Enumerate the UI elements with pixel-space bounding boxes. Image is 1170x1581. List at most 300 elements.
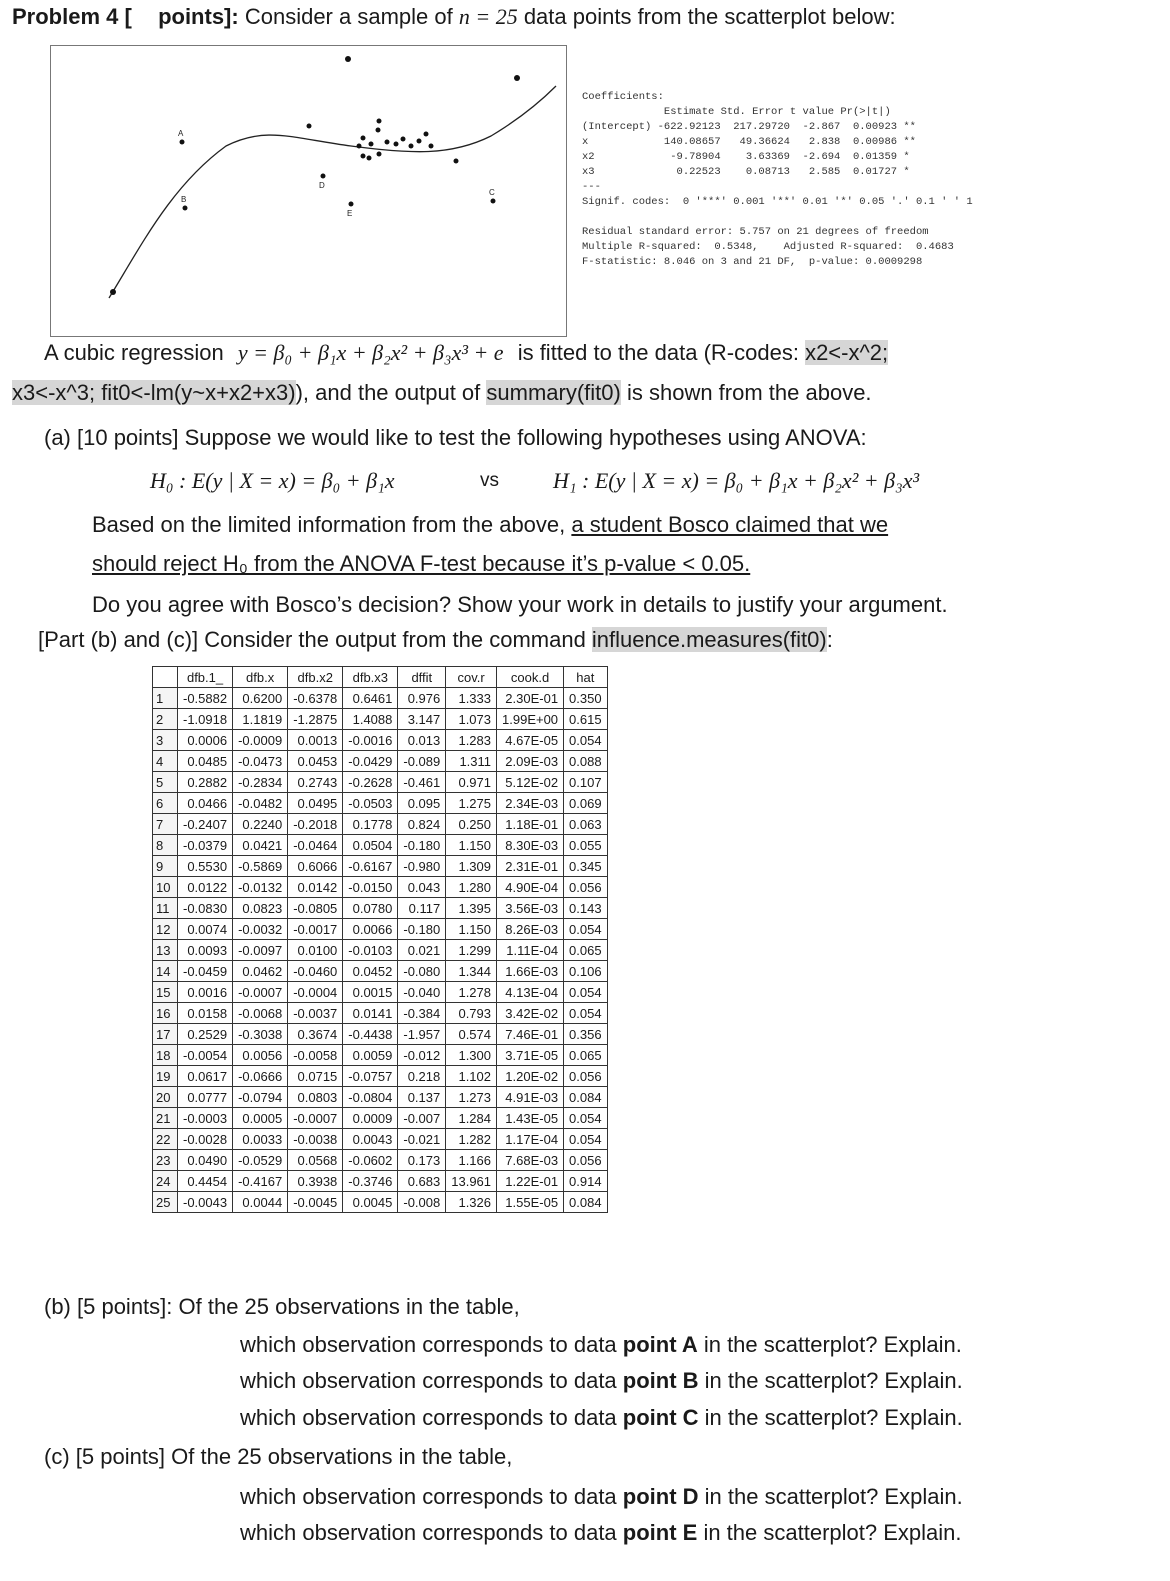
table-cell: -0.3746 xyxy=(343,1171,398,1192)
coef-title: Coefficients: xyxy=(582,91,664,103)
question-point-e xyxy=(240,1520,961,1546)
table-row xyxy=(153,1045,608,1066)
q-post: in the scatterplot? Explain. xyxy=(698,1484,963,1509)
table-cell: 1.395 xyxy=(446,898,497,919)
table-cell: 1.18E-01 xyxy=(497,814,564,835)
table-cell: 4.91E-03 xyxy=(497,1087,564,1108)
table-cell: -0.0038 xyxy=(288,1129,343,1150)
question-point-a xyxy=(240,1332,962,1358)
table-cell: 1.11E-04 xyxy=(497,940,564,961)
table-row xyxy=(153,961,608,982)
table-row xyxy=(153,1171,608,1192)
table-cell: 2.34E-03 xyxy=(497,793,564,814)
table-cell: -0.0473 xyxy=(233,751,288,772)
intro-post: data points from the scatterplot below: xyxy=(517,4,896,29)
row-number: 22 xyxy=(153,1129,178,1150)
table-cell: 0.976 xyxy=(398,688,446,709)
table-cell: 0.054 xyxy=(564,730,608,751)
table-cell: -0.0032 xyxy=(233,919,288,940)
table-cell: 0.345 xyxy=(564,856,608,877)
table-cell: 0.117 xyxy=(398,898,446,919)
table-cell: 0.069 xyxy=(564,793,608,814)
point-label-b: B xyxy=(181,195,187,204)
row-number: 17 xyxy=(153,1024,178,1045)
table-cell: 0.0122 xyxy=(178,877,233,898)
table-cell: 0.2529 xyxy=(178,1024,233,1045)
table-cell: 0.0617 xyxy=(178,1066,233,1087)
point-label-a: A xyxy=(178,129,184,138)
part-bc-code: influence.measures(fit0) xyxy=(591,627,827,652)
col-header: dfb.1_ xyxy=(178,667,233,688)
table-cell: 0.0009 xyxy=(343,1108,398,1129)
q-pre: which observation corresponds to data xyxy=(240,1332,623,1357)
table-cell: -0.0103 xyxy=(343,940,398,961)
row-number: 1 xyxy=(153,688,178,709)
table-cell: 1.99E+00 xyxy=(497,709,564,730)
data-point xyxy=(409,144,414,149)
q-pre: which observation corresponds to data xyxy=(240,1368,623,1393)
row-number: 5 xyxy=(153,772,178,793)
table-cell: 0.0005 xyxy=(233,1108,288,1129)
table-cell: 0.0033 xyxy=(233,1129,288,1150)
row-number: 8 xyxy=(153,835,178,856)
table-cell: 1.66E-03 xyxy=(497,961,564,982)
point-d-label: point D xyxy=(622,1484,699,1509)
table-cell: 0.0013 xyxy=(288,730,343,751)
row-number: 3 xyxy=(153,730,178,751)
table-cell: -0.384 xyxy=(398,1003,446,1024)
col-header: dfb.x xyxy=(233,667,288,688)
table-row xyxy=(153,751,608,772)
cubic-statement xyxy=(44,340,888,366)
data-point xyxy=(394,142,399,147)
part-bc-intro xyxy=(38,627,833,653)
table-cell: 1.333 xyxy=(446,688,497,709)
table-cell: -0.040 xyxy=(398,982,446,1003)
table-cell: -0.2018 xyxy=(288,814,343,835)
table-cell: -0.0097 xyxy=(233,940,288,961)
table-cell: 0.0015 xyxy=(343,982,398,1003)
table-cell: 0.0490 xyxy=(178,1150,233,1171)
table-cell: 0.0485 xyxy=(178,751,233,772)
col-header: hat xyxy=(564,667,608,688)
table-cell: -0.0805 xyxy=(288,898,343,919)
q-pre: which observation corresponds to data xyxy=(240,1484,623,1509)
table-row xyxy=(153,919,608,940)
data-point xyxy=(424,132,429,137)
table-cell: 0.054 xyxy=(564,919,608,940)
line2-post: is shown from the above. xyxy=(620,380,872,405)
row-number: 14 xyxy=(153,961,178,982)
table-cell: 0.056 xyxy=(564,1150,608,1171)
row-number: 4 xyxy=(153,751,178,772)
table-cell: 1.166 xyxy=(446,1150,497,1171)
data-point xyxy=(454,159,459,164)
part-bc-pre: [Part (b) and (c)] Consider the output from the command xyxy=(38,627,592,652)
table-cell: 1.43E-05 xyxy=(497,1108,564,1129)
table-body xyxy=(153,688,608,1213)
table-cell: 4.67E-05 xyxy=(497,730,564,751)
col-header: cook.d xyxy=(497,667,564,688)
table-cell: 0.065 xyxy=(564,1045,608,1066)
table-cell: 1.275 xyxy=(446,793,497,814)
table-cell: -0.0058 xyxy=(288,1045,343,1066)
table-cell: 5.12E-02 xyxy=(497,772,564,793)
table-cell: 0.137 xyxy=(398,1087,446,1108)
table-cell: 3.56E-03 xyxy=(497,898,564,919)
table-row xyxy=(153,709,608,730)
table-cell: 2.30E-01 xyxy=(497,688,564,709)
table-row xyxy=(153,688,608,709)
table-cell: 0.6461 xyxy=(343,688,398,709)
table-cell: -0.0482 xyxy=(233,793,288,814)
table-cell: 0.021 xyxy=(398,940,446,961)
table-cell: -0.0028 xyxy=(178,1129,233,1150)
line2-mid: ), and the output of xyxy=(295,380,487,405)
table-cell: 1.278 xyxy=(446,982,497,1003)
table-cell: 0.0142 xyxy=(288,877,343,898)
table-cell: 0.0777 xyxy=(178,1087,233,1108)
table-cell: 0.0059 xyxy=(343,1045,398,1066)
table-cell: 0.0006 xyxy=(178,730,233,751)
table-cell: -0.5869 xyxy=(233,856,288,877)
data-point xyxy=(377,152,382,157)
cubic-post: is fitted to the data (R-codes: xyxy=(517,340,806,365)
table-cell: 0.218 xyxy=(398,1066,446,1087)
data-point xyxy=(345,56,351,62)
residual-se: Residual standard error: 5.757 on 21 degrees of freedom xyxy=(582,226,929,238)
table-cell: 1.309 xyxy=(446,856,497,877)
table-cell: 1.282 xyxy=(446,1129,497,1150)
table-cell: 0.0074 xyxy=(178,919,233,940)
row-number: 25 xyxy=(153,1192,178,1213)
table-cell: -0.008 xyxy=(398,1192,446,1213)
claim-underlined-1: a student Bosco claimed that we xyxy=(571,512,889,537)
table-cell: 0.0056 xyxy=(233,1045,288,1066)
hypothesis-vs: vs xyxy=(480,470,499,491)
coef-row: (Intercept) -622.92123 217.29720 -2.867 0.00923 ** xyxy=(582,121,916,133)
table-cell: 1.4088 xyxy=(343,709,398,730)
table-cell: 0.055 xyxy=(564,835,608,856)
table-row xyxy=(153,1066,608,1087)
col-header: cov.r xyxy=(446,667,497,688)
table-cell: -0.0004 xyxy=(288,982,343,1003)
data-point xyxy=(377,119,382,124)
table-cell: -0.0804 xyxy=(343,1087,398,1108)
data-point xyxy=(401,137,406,142)
col-header: dffit xyxy=(398,667,446,688)
r-squared: Multiple R-squared: 0.5348, Adjusted R-squared: 0.4683 xyxy=(582,241,954,253)
table-cell: 1.311 xyxy=(446,751,497,772)
data-point xyxy=(514,75,520,81)
part-bc-post: : xyxy=(826,627,833,652)
q-post: in the scatterplot? Explain. xyxy=(698,1368,963,1393)
table-cell: 0.4454 xyxy=(178,1171,233,1192)
table-cell: 0.0141 xyxy=(343,1003,398,1024)
table-cell: 0.6066 xyxy=(288,856,343,877)
table-cell: -0.3038 xyxy=(233,1024,288,1045)
table-cell: -0.2834 xyxy=(233,772,288,793)
row-number: 18 xyxy=(153,1045,178,1066)
data-point xyxy=(321,174,326,179)
f-statistic: F-statistic: 8.046 on 3 and 21 DF, p-value: 0.0009298 xyxy=(582,256,923,268)
part-c-heading: (c) [5 points] Of the 25 observations in the table, xyxy=(44,1444,513,1469)
point-b-label: point B xyxy=(622,1368,699,1393)
table-cell: 1.150 xyxy=(446,919,497,940)
table-cell: 0.0452 xyxy=(343,961,398,982)
table-cell: 13.961 xyxy=(446,1171,497,1192)
row-number: 7 xyxy=(153,814,178,835)
table-cell: 0.0803 xyxy=(288,1087,343,1108)
table-cell: 0.6200 xyxy=(233,688,288,709)
table-cell: 0.065 xyxy=(564,940,608,961)
table-cell: 0.0466 xyxy=(178,793,233,814)
table-cell: 0.0453 xyxy=(288,751,343,772)
row-number: 24 xyxy=(153,1171,178,1192)
cubic-statement-2 xyxy=(12,380,872,406)
table-cell: -0.0037 xyxy=(288,1003,343,1024)
question-point-d xyxy=(240,1484,963,1510)
table-cell: 0.0066 xyxy=(343,919,398,940)
table-cell: 8.26E-03 xyxy=(497,919,564,940)
table-cell: -0.461 xyxy=(398,772,446,793)
table-row xyxy=(153,982,608,1003)
table-cell: 7.68E-03 xyxy=(497,1150,564,1171)
data-point xyxy=(357,144,362,149)
q-pre: which observation corresponds to data xyxy=(240,1520,623,1545)
table-cell: -0.080 xyxy=(398,961,446,982)
row-number: 13 xyxy=(153,940,178,961)
table-cell: 0.574 xyxy=(446,1024,497,1045)
table-row xyxy=(153,856,608,877)
table-cell: 0.054 xyxy=(564,1108,608,1129)
table-cell: -0.0830 xyxy=(178,898,233,919)
table-cell: 0.0780 xyxy=(343,898,398,919)
table-cell: 0.054 xyxy=(564,1003,608,1024)
data-point xyxy=(110,289,116,295)
table-cell: 0.063 xyxy=(564,814,608,835)
question-point-b xyxy=(240,1368,963,1394)
agree-question: Do you agree with Bosco’s decision? Show your work in details to justify your argument. xyxy=(92,592,948,617)
claim-pre: Based on the limited information from the above, xyxy=(92,512,572,537)
n-expr: n = 25 xyxy=(458,4,518,29)
data-point xyxy=(417,139,422,144)
summary-code: summary(fit0) xyxy=(486,380,621,405)
table-cell: 1.102 xyxy=(446,1066,497,1087)
table-cell: -0.0003 xyxy=(178,1108,233,1129)
table-cell: 2.31E-01 xyxy=(497,856,564,877)
table-cell: 0.084 xyxy=(564,1192,608,1213)
table-cell: 0.824 xyxy=(398,814,446,835)
table-row xyxy=(153,730,608,751)
regression-summary xyxy=(582,90,973,270)
table-cell: -0.0007 xyxy=(288,1108,343,1129)
table-cell: 1.17E-04 xyxy=(497,1129,564,1150)
row-number: 23 xyxy=(153,1150,178,1171)
table-cell: 0.3674 xyxy=(288,1024,343,1045)
table-cell: 0.2882 xyxy=(178,772,233,793)
coef-header: Estimate Std. Error t value Pr(>|t|) xyxy=(582,106,891,118)
q-post: in the scatterplot? Explain. xyxy=(697,1520,962,1545)
table-cell: -0.6167 xyxy=(343,856,398,877)
table-cell: 3.71E-05 xyxy=(497,1045,564,1066)
table-cell: -0.180 xyxy=(398,835,446,856)
data-point xyxy=(376,128,381,133)
row-number: 9 xyxy=(153,856,178,877)
rcode-2: x3<-x^3; fit0<-lm(y~x+x2+x3) xyxy=(12,380,296,405)
table-cell: -1.0918 xyxy=(178,709,233,730)
table-row xyxy=(153,1192,608,1213)
table-cell: -0.012 xyxy=(398,1045,446,1066)
table-cell: 1.326 xyxy=(446,1192,497,1213)
data-point xyxy=(491,199,496,204)
table-cell: 0.0093 xyxy=(178,940,233,961)
table-cell: -0.007 xyxy=(398,1108,446,1129)
row-number: 20 xyxy=(153,1087,178,1108)
data-point xyxy=(367,156,372,161)
table-cell: 1.55E-05 xyxy=(497,1192,564,1213)
table-cell: 0.056 xyxy=(564,1066,608,1087)
table-row xyxy=(153,814,608,835)
table-cell: -0.0794 xyxy=(233,1087,288,1108)
data-point xyxy=(361,154,366,159)
data-point xyxy=(183,206,188,211)
q-pre: which observation corresponds to data xyxy=(240,1405,623,1430)
table-cell: -0.0068 xyxy=(233,1003,288,1024)
q-post: in the scatterplot? Explain. xyxy=(698,1405,963,1430)
point-label-e: E xyxy=(347,209,353,218)
table-cell: 0.0421 xyxy=(233,835,288,856)
table-cell: 0.3938 xyxy=(288,1171,343,1192)
table-cell: -0.0379 xyxy=(178,835,233,856)
data-points xyxy=(110,56,520,295)
table-cell: -0.0007 xyxy=(233,982,288,1003)
table-cell: 0.0823 xyxy=(233,898,288,919)
table-cell: -0.0009 xyxy=(233,730,288,751)
table-cell: -0.0043 xyxy=(178,1192,233,1213)
table-cell: -0.980 xyxy=(398,856,446,877)
claim-line-2: should reject H₀ from the ANOVA F-test because it’s p-value < 0.05. xyxy=(92,551,751,576)
table-cell: 1.280 xyxy=(446,877,497,898)
table-row xyxy=(153,1108,608,1129)
table-cell: 0.084 xyxy=(564,1087,608,1108)
table-cell: -0.2407 xyxy=(178,814,233,835)
coef-row: x2 -9.78904 3.63369 -2.694 0.01359 * xyxy=(582,151,910,163)
table-cell: -0.2628 xyxy=(343,772,398,793)
table-cell: -0.0503 xyxy=(343,793,398,814)
table-cell: 1.344 xyxy=(446,961,497,982)
cubic-pre: A cubic regression xyxy=(44,340,224,365)
col-header: dfb.x2 xyxy=(288,667,343,688)
table-cell: 3.147 xyxy=(398,709,446,730)
data-point xyxy=(349,202,354,207)
table-cell: -0.0666 xyxy=(233,1066,288,1087)
table-header-row xyxy=(153,667,608,688)
table-cell: 1.283 xyxy=(446,730,497,751)
data-point xyxy=(385,140,390,145)
cubic-equation: y = β₀ + β₁x + β₂x² + β₃x³ + e xyxy=(237,340,504,365)
table-cell: 0.0044 xyxy=(233,1192,288,1213)
point-label-d: D xyxy=(319,181,325,190)
hypothesis-h0: H₀ : E(y | X = x) = β₀ + β₁x xyxy=(150,468,395,493)
table-cell: 4.13E-04 xyxy=(497,982,564,1003)
table-row xyxy=(153,898,608,919)
row-number: 6 xyxy=(153,793,178,814)
table-cell: -0.180 xyxy=(398,919,446,940)
row-number: 15 xyxy=(153,982,178,1003)
table-cell: 0.793 xyxy=(446,1003,497,1024)
table-cell: -0.0045 xyxy=(288,1192,343,1213)
table-cell: 0.0100 xyxy=(288,940,343,961)
table-cell: -0.0429 xyxy=(343,751,398,772)
table-cell: 0.1778 xyxy=(343,814,398,835)
points-label: points]: xyxy=(158,4,239,29)
table-cell: 0.356 xyxy=(564,1024,608,1045)
table-row xyxy=(153,793,608,814)
table-cell: 1.273 xyxy=(446,1087,497,1108)
table-cell: -0.5882 xyxy=(178,688,233,709)
table-row xyxy=(153,1024,608,1045)
table-cell: 0.013 xyxy=(398,730,446,751)
row-number: 19 xyxy=(153,1066,178,1087)
table-cell: 0.914 xyxy=(564,1171,608,1192)
table-cell: 0.250 xyxy=(446,814,497,835)
table-cell: 0.088 xyxy=(564,751,608,772)
data-point xyxy=(361,136,366,141)
scatterplot xyxy=(50,45,567,337)
table-cell: -0.0757 xyxy=(343,1066,398,1087)
table-cell: 1.284 xyxy=(446,1108,497,1129)
data-point xyxy=(429,144,434,149)
table-cell: 0.683 xyxy=(398,1171,446,1192)
row-number: 12 xyxy=(153,919,178,940)
table-cell: 2.09E-03 xyxy=(497,751,564,772)
claim-line-1 xyxy=(92,512,888,538)
table-cell: 1.150 xyxy=(446,835,497,856)
table-row xyxy=(153,835,608,856)
coef-sep: --- xyxy=(582,181,601,193)
table-cell: -0.0054 xyxy=(178,1045,233,1066)
table-cell: 0.2743 xyxy=(288,772,343,793)
point-label-c: C xyxy=(489,188,495,197)
table-cell: -0.021 xyxy=(398,1129,446,1150)
table-cell: 0.2240 xyxy=(233,814,288,835)
table-cell: -0.0459 xyxy=(178,961,233,982)
table-cell: 1.073 xyxy=(446,709,497,730)
table-cell: -0.0460 xyxy=(288,961,343,982)
part-a-heading: (a) [10 points] Suppose we would like to test the following hypotheses using ANOVA: xyxy=(44,425,867,450)
table-cell: 0.0016 xyxy=(178,982,233,1003)
row-number: 16 xyxy=(153,1003,178,1024)
table-cell: -0.6378 xyxy=(288,688,343,709)
signif-codes: Signif. codes: 0 '***' 0.001 '**' 0.01 '*' 0.05 '.' 0.1 ' ' 1 xyxy=(582,196,973,208)
table-cell: -0.0017 xyxy=(288,919,343,940)
table-row xyxy=(153,877,608,898)
problem-label: Problem 4 [ xyxy=(12,4,132,29)
table-cell: 0.0504 xyxy=(343,835,398,856)
table-cell: 1.300 xyxy=(446,1045,497,1066)
table-cell: 0.0568 xyxy=(288,1150,343,1171)
influence-table xyxy=(152,666,608,1213)
point-a-label: point A xyxy=(622,1332,698,1357)
table-cell: -0.089 xyxy=(398,751,446,772)
row-number: 2 xyxy=(153,709,178,730)
point-c-label: point C xyxy=(622,1405,699,1430)
table-cell: -0.0602 xyxy=(343,1150,398,1171)
table-cell: 1.299 xyxy=(446,940,497,961)
table-cell: 0.106 xyxy=(564,961,608,982)
table-cell: 1.20E-02 xyxy=(497,1066,564,1087)
